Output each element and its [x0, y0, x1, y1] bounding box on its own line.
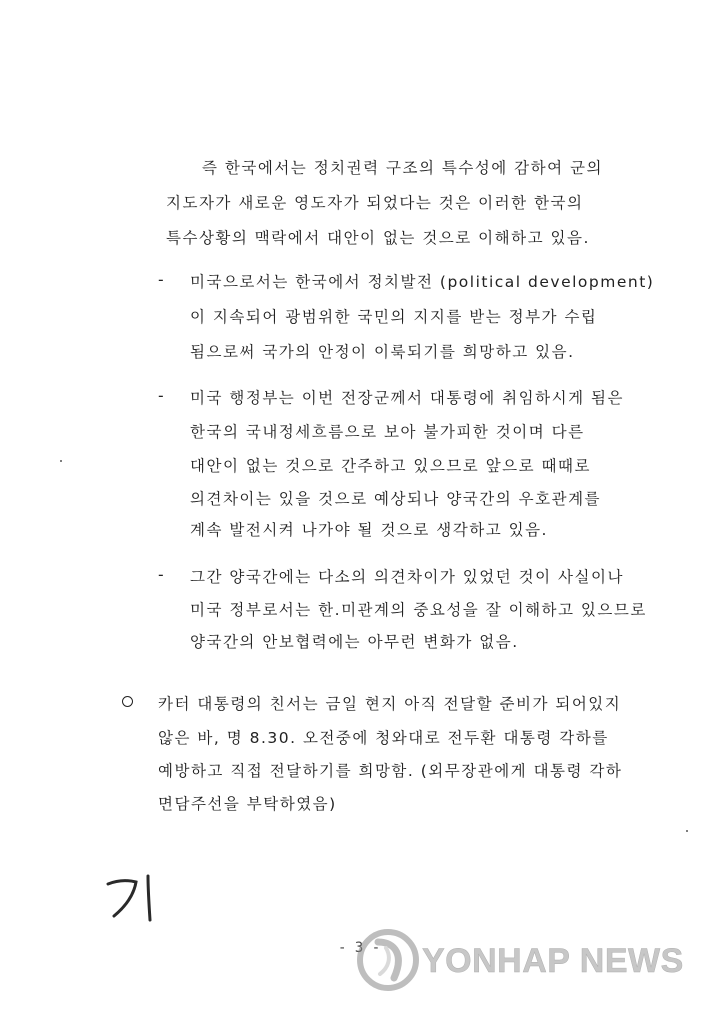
text-line: 면담주선을 부탁하였음) — [158, 795, 337, 813]
text-line: 예방하고 직접 전달하기를 희망함. (외무장관에게 대통령 각하 — [158, 762, 623, 780]
text-line: 즉 한국에서는 정치권력 구조의 특수성에 감하여 군의 — [202, 159, 603, 177]
text-line: 미국 정부로서는 한.미관계의 중요성을 잘 이해하고 있으므로 — [190, 601, 647, 619]
text-line: 않은 바, 명 8.30. 오전중에 청와대로 전두환 대통령 각하를 — [158, 729, 609, 747]
text-line: 카터 대통령의 친서는 금일 현지 아직 전달할 준비가 되어있지 — [158, 695, 622, 713]
yonhap-watermark — [356, 928, 706, 998]
page-number: - 3 - — [338, 940, 381, 956]
handwritten-mark — [104, 872, 174, 922]
text-line: 특수상황의 맥락에서 대안이 없는 것으로 이해하고 있음. — [166, 229, 590, 247]
text-line: 대안이 없는 것으로 간주하고 있으므로 앞으로 때때로 — [190, 457, 591, 475]
text-line: 이 지속되어 광범위한 국민의 지지를 받는 정부가 수립 — [190, 308, 598, 326]
text-line: 한국의 국내정세흐름으로 보아 불가피한 것이며 다른 — [190, 423, 585, 441]
text-line: 계속 발전시켜 나가야 될 것으로 생각하고 있음. — [190, 521, 548, 539]
yonhap-logo-icon — [356, 928, 420, 992]
dash-bullet: - — [156, 386, 166, 405]
text-line: 의견차이는 있을 것으로 예상되나 양국간의 우호관계를 — [190, 490, 602, 508]
circle-bullet — [122, 696, 133, 707]
text-line: 그간 양국간에는 다소의 의견차이가 있었던 것이 사실이나 — [190, 568, 624, 586]
text-line: 미국으로서는 한국에서 정치발전 (political development) — [190, 273, 655, 291]
dash-bullet: - — [156, 565, 166, 584]
speck — [60, 460, 62, 462]
text-line: 미국 행정부는 이번 전장군께서 대통령에 취임하시게 됨은 — [190, 389, 624, 407]
dash-bullet: - — [156, 270, 166, 289]
watermark-text: YONHAP NEWS — [422, 942, 684, 980]
text-line: 지도자가 새로운 영도자가 되었다는 것은 이러한 한국의 — [166, 194, 584, 212]
text-line: 양국간의 안보협력에는 아무런 변화가 없음. — [190, 633, 519, 651]
speck — [686, 830, 688, 832]
text-line: 됨으로써 국가의 안정이 이룩되기를 희망하고 있음. — [190, 343, 575, 361]
